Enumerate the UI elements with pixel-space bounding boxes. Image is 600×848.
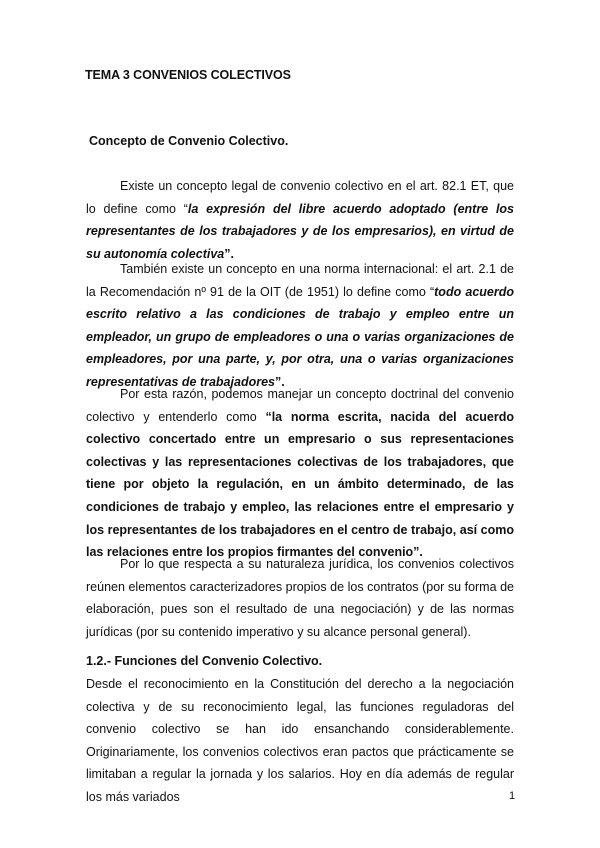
document-title: TEMA 3 CONVENIOS COLECTIVOS <box>85 68 291 82</box>
paragraph-international-concept <box>86 258 514 394</box>
paragraph-legal-nature <box>86 553 514 643</box>
paragraph-doctrinal-concept <box>86 383 514 564</box>
paragraph-legal-concept <box>86 175 514 265</box>
paragraph-text: Por lo que respecta a su naturaleza jurídica, los convenios colectivos reúnen elementos caracterizadores propios de los contratos (por su forma de elaboración, pues son el resultado de una negociación) y de las normas jurídicas (por su contenido imperativo y su alcance personal general). <box>86 557 514 639</box>
paragraph-text: Existe un concepto legal de convenio colectivo en el art. 82.1 ET, que lo define como “ <box>86 179 514 216</box>
section-heading-concept: Concepto de Convenio Colectivo. <box>89 134 289 148</box>
paragraph-text: Desde el reconocimiento en la Constitución del derecho a la negociación colectiva y de su reconocimiento legal, las funciones reguladoras del convenio colectivo se han ido ensanchando considerablemente. Originariamente, los convenios colectivos eran pactos que prácticamente se limitaban a regular la jornada y los salarios. Hoy en día además de regular los más variados <box>86 677 514 804</box>
bold-definition: “la norma escrita, nacida del acuerdo colectivo concertado entre un empresario o sus representaciones colectivas y las representaciones colectivas de los trabajadores, que tiene por objeto la regulación, en un ámbito determinado, de las condiciones de trabajo y empleo, las relaciones entre el empresario y los representantes de los trabajadores en el centro de trabajo, así como las relaciones entre los propios firmantes del convenio”. <box>86 409 515 560</box>
quote-close: ”. <box>224 246 234 261</box>
quote-close: ”. <box>274 374 285 389</box>
paragraph-text: Por esta razón, podemos manejar un concepto doctrinal del convenio colectivo y entenderlo como <box>86 387 514 424</box>
section-heading-functions: 1.2.- Funciones del Convenio Colectivo. <box>86 654 323 668</box>
paragraph-text: También existe un concepto en una norma internacional: el art. 2.1 de la Recomendación nº 91 de la OIT (de 1951) lo define como “ <box>86 262 514 299</box>
paragraph-functions <box>86 673 514 809</box>
emphasized-quote: la expresión del libre acuerdo adoptado (entre los representantes de los trabajadores y de los empresarios), en virtud de su autonomía colectiva <box>86 201 515 261</box>
page-number: 1 <box>509 790 516 802</box>
emphasized-quote: todo acuerdo escrito relativo a las condiciones de trabajo y empleo entre un empleador, un grupo de empleadores o una o varias organizaciones de empleadores, por una parte, y, por otra, una o varias organizaciones representativas de trabajadores <box>86 284 514 389</box>
